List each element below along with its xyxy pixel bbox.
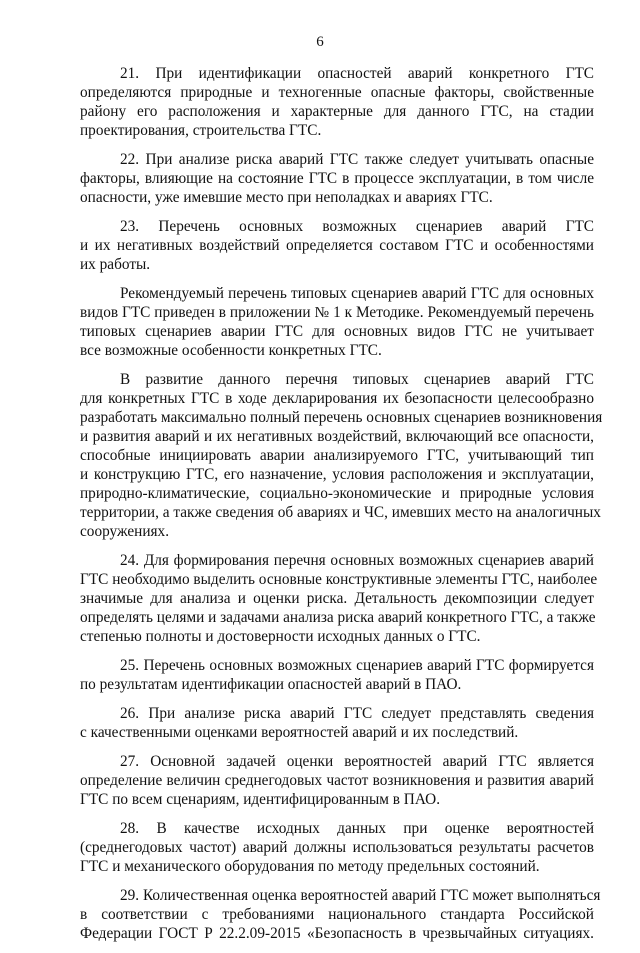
text-line: по результатам идентификации опасностей аварий в ПАО. bbox=[80, 676, 462, 693]
text-line: 22. При анализе риска аварий ГТС также следует учитывать опасные bbox=[120, 151, 594, 168]
paragraph bbox=[80, 704, 594, 742]
text-line: и развития аварий и их негативных воздействий, включающий все опасности, bbox=[80, 428, 594, 445]
text-line: 26. При анализе риска аварий ГТС следует представлять сведения bbox=[120, 705, 594, 722]
text-line: и их негативных воздействий определяется составом ГТС и особенностями bbox=[80, 237, 594, 254]
text-line: проектирования, строительства ГТС. bbox=[80, 122, 322, 139]
paragraph bbox=[80, 819, 594, 876]
text-line: ГТС по всем сценариям, идентифицированным в ПАО. bbox=[80, 791, 441, 808]
paragraph bbox=[80, 217, 594, 274]
text-line: (среднегодовых частот) аварий должны использоваться результаты расчетов bbox=[80, 839, 594, 856]
text-line: степенью полноты и достоверности исходных данных о ГТС. bbox=[80, 628, 481, 645]
text-line: Федерации ГОСТ Р 22.2.09-2015 «Безопасность в чрезвычайных ситуациях. bbox=[80, 925, 594, 942]
text-line: и конструкцию ГТС, его назначение, условия расположения и эксплуатации, bbox=[80, 466, 594, 483]
text-line: способные инициировать аварии анализируемого ГТС, учитывающий тип bbox=[80, 447, 594, 464]
text-line: типовых сценариев аварии ГТС для основных видов ГТС не учитывает bbox=[80, 323, 594, 340]
text-line: сооружениях. bbox=[80, 523, 170, 540]
text-line: природно-климатические, социально-экономические и природные условия bbox=[80, 485, 594, 502]
page-number: 6 bbox=[316, 34, 324, 50]
paragraph bbox=[80, 752, 594, 809]
text-line: значимые для анализа и оценки риска. Детальность декомпозиции следует bbox=[80, 590, 594, 607]
text-line: видов ГТС приведен в приложении № 1 к Методике. Рекомендуемый перечень bbox=[80, 304, 594, 321]
text-line: 21. При идентификации опасностей аварий конкретного ГТС bbox=[120, 65, 594, 82]
text-line: их работы. bbox=[80, 256, 151, 273]
text-line: разработать максимально полный перечень основных сценариев возникновения bbox=[80, 409, 603, 426]
text-line: В развитие данного перечня типовых сценариев аварий ГТС bbox=[120, 371, 594, 388]
document-body bbox=[80, 64, 603, 953]
paragraph bbox=[80, 64, 594, 140]
text-line: определять целями и задачами анализа риска аварий конкретного ГТС, а также bbox=[80, 609, 596, 626]
text-line: району его расположения и характерные для данного ГТС, на стадии bbox=[80, 103, 594, 120]
text-line: 24. Для формирования перечня основных возможных сценариев аварий bbox=[120, 552, 594, 569]
text-line: 28. В качестве исходных данных при оценке вероятностей bbox=[120, 820, 594, 837]
text-line: для конкретных ГТС в ходе декларирования их безопасности целесообразно bbox=[80, 390, 594, 407]
text-line: 27. Основной задачей оценки вероятностей аварий ГТС является bbox=[120, 753, 594, 770]
text-line: ГТС необходимо выделить основные конструктивные элементы ГТС, наиболее bbox=[80, 571, 598, 588]
paragraph bbox=[80, 370, 603, 541]
text-line: 29. Количественная оценка вероятностей аварий ГТС может выполняться bbox=[120, 887, 601, 904]
text-line: определяются природные и техногенные опасные факторы, свойственные bbox=[80, 84, 594, 101]
text-line: все возможные особенности конкретных ГТС. bbox=[80, 342, 382, 359]
text-line: 23. Перечень основных возможных сценариев аварий ГТС bbox=[120, 218, 594, 235]
paragraph bbox=[80, 284, 594, 360]
paragraph bbox=[80, 551, 598, 646]
text-line: в соответствии с требованиями национального стандарта Российской bbox=[80, 906, 594, 923]
paragraph bbox=[80, 886, 601, 943]
text-line: опасности, уже имевшие место при неполадках и авариях ГТС. bbox=[80, 189, 493, 206]
text-line: определение величин среднегодовых частот возникновения и развития аварий bbox=[80, 772, 594, 789]
paragraph bbox=[80, 150, 594, 207]
text-line: территории, а также сведения об авариях и ЧС, имевших место на аналогичных bbox=[80, 504, 601, 521]
paragraph bbox=[80, 656, 594, 694]
text-line: с качественными оценками вероятностей аварий и их последствий. bbox=[80, 724, 519, 741]
text-line: ГТС и механического оборудования по методу предельных состояний. bbox=[80, 858, 540, 875]
text-line: факторы, влияющие на состояние ГТС в процессе эксплуатации, в том числе bbox=[80, 170, 594, 187]
text-line: 25. Перечень основных возможных сценариев аварий ГТС формируется bbox=[120, 657, 594, 674]
text-line: Рекомендуемый перечень типовых сценариев аварий ГТС для основных bbox=[120, 285, 594, 302]
